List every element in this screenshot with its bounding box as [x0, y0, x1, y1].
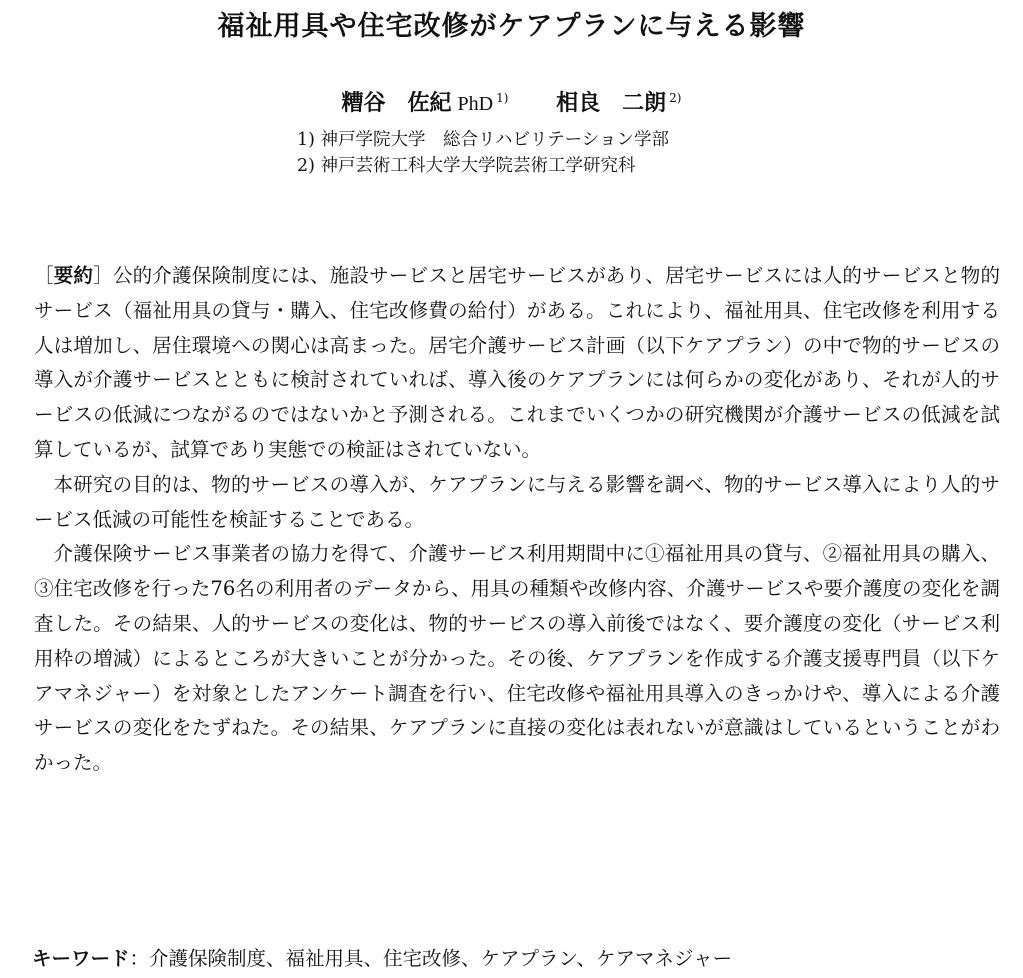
author-1	[342, 86, 509, 117]
abstract-label-close: ］	[93, 264, 113, 287]
affiliation-2: 2) 神戸芸術工科大学大学院芸術工学研究科	[297, 156, 636, 176]
affiliation-1: 1) 神戸学院大学 総合リハビリテーション学部	[297, 130, 669, 150]
keywords-text: 介護保険制度、福祉用具、住宅改修、ケアプラン、ケアマネジャー	[149, 947, 733, 970]
abstract-paragraph-3: 介護保険サービス事業者の協力を得て、介護サービス利用期間中に①福祉用具の貸与、②福祉用具の購入、③住宅改修を行った76名の利用者のデータから、用具の種類や改修内容、介護サービスや要介護度の変化を調査した。その結果、人的サービスの変化は、物的サービスの導入前後ではなく、要介護度の変化（サービス利用枠の増減）によるところが大きいことが分かった。その後、ケアプランを作成する介護支援専門員（以下ケアマネジャー）を対象としたアンケート調査を行い、住宅改修や福祉用具導入のきっかけや、導入による介護サービスの変化をたずねた。その結果、ケアプランに直接の変化は表れないが意識はしているということがわかった。	[34, 542, 1000, 775]
author-1-degree: PhD	[457, 93, 494, 115]
paper-title: 福祉用具や住宅改修がケアプランに与える影響	[217, 11, 806, 42]
author-2-affil-mark: 2)	[669, 91, 682, 105]
author-2-name: 相良 二朗	[556, 90, 667, 116]
author-2	[556, 86, 681, 117]
author-1-name: 糟谷 佐紀	[341, 90, 452, 116]
abstract-label-open: ［	[34, 264, 54, 287]
abstract-label: 要約	[53, 264, 94, 287]
abstract-text-1: 公的介護保険制度には、施設サービスと居宅サービスがあり、居宅サービスには人的サービスと物的サービス（福祉用具の貸与・購入、住宅改修費の給付）がある。これにより、福祉用具、住宅改修を利用する人は増加し、居住環境への関心は高まった。居宅介護サービス計画（以下ケアプラン）の中で物的サービスの導入が介護サービスとともに検討されていれば、導入後のケアプランには何らかの変化があり、それが人的サービスの低減につながるのではないかと予測される。これまでいくつかの研究機関が介護サービスの低減を試算しているが、試算であり実態での検証はされていない。	[34, 264, 1000, 461]
abstract	[34, 259, 1000, 781]
keywords-label: キーワード	[32, 947, 130, 970]
affiliations	[297, 127, 669, 179]
abstract-paragraph-1	[34, 259, 1000, 468]
keywords-separator: ：	[129, 947, 150, 970]
author-line	[0, 86, 1023, 117]
abstract-paragraph-2: 本研究の目的は、物的サービスの導入が、ケアプランに与える影響を調べ、物的サービス導入により人的サービス低減の可能性を検証することである。	[34, 472, 1000, 531]
author-1-affil-mark: 1)	[496, 91, 509, 105]
keywords	[32, 943, 732, 971]
